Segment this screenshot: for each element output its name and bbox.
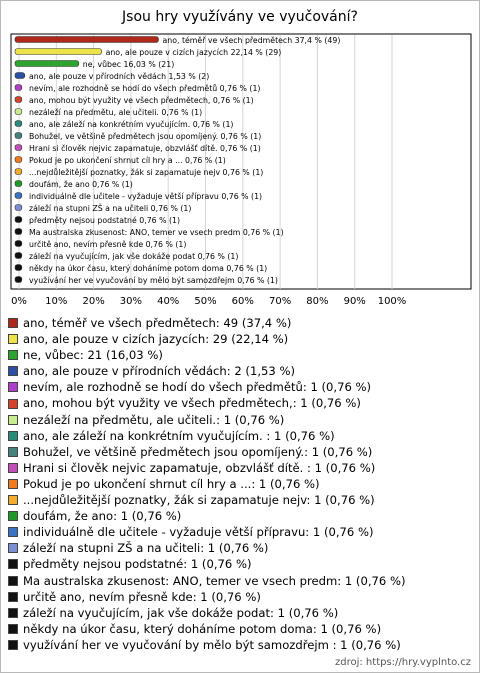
legend-item	[8, 476, 476, 492]
legend-label: ne, vůbec: 21 (16,03 %)	[23, 348, 163, 363]
legend-item	[8, 637, 476, 653]
x-tick-label: 40%	[157, 296, 180, 307]
legend-swatch	[8, 511, 18, 521]
chart-legend	[8, 315, 476, 653]
legend-swatch	[8, 543, 18, 553]
legend-label: využívání her ve vyučování by mělo být samozdřejm : 1 (0,76 %)	[23, 637, 401, 652]
bar	[15, 97, 22, 103]
legend-label: ano, téměř ve všech předmětech: 49 (37,4 %)	[23, 316, 292, 330]
legend-label: doufám, že ano: 1 (0,76 %)	[23, 509, 182, 524]
bar-label: určitě ano, nevím přesně kde 0,76 % (1)	[29, 240, 187, 249]
legend-label: ano, mohou být využity ve všech předmětech,: 1 (0,76 %)	[23, 396, 361, 411]
bar-label: Pokud je po ukončení shrnut cíl hry a ... 0,76 % (1)	[29, 156, 226, 165]
bar	[15, 277, 22, 283]
bar-label: předměty nejsou podstatné 0,76 % (1)	[29, 216, 181, 225]
legend-label: ano, ale pouze v přírodních vědách: 2 (1,53 %)	[23, 364, 295, 379]
bar	[15, 193, 22, 199]
bar-label: ano, ale pouze v přírodních vědách 1,53 % (2)	[29, 72, 210, 81]
bar	[15, 241, 22, 247]
x-tick-label: 80%	[306, 296, 329, 307]
bar-label: využívání her ve vyučování by mělo být samozdřejm 0,76 % (1)	[29, 276, 278, 285]
bar	[15, 73, 25, 79]
legend-swatch	[8, 318, 18, 328]
bar	[15, 229, 22, 235]
legend-item	[8, 573, 476, 589]
bar	[15, 133, 22, 139]
legend-item	[8, 621, 476, 637]
x-tick-label: 10%	[45, 296, 68, 307]
legend-label: Ma australska zkusenost: ANO, temer ve vsech predm: 1 (0,76 %)	[23, 573, 406, 588]
bar	[15, 181, 22, 187]
bar	[15, 49, 102, 55]
legend-swatch	[8, 640, 18, 650]
bar-label: záleží na vyučujícím, jak vše dokáže podat 0,76 % (1)	[29, 252, 239, 261]
legend-item	[8, 444, 476, 460]
legend-swatch	[8, 559, 18, 569]
bar	[15, 217, 22, 223]
bar-chart	[1, 1, 479, 313]
legend-swatch	[8, 447, 18, 457]
bar-label: ...nejdůležitější poznatky, žák si zapamatuje nejv 0,76 % (1)	[29, 168, 264, 177]
bar-label: Hrani si člověk nejvic zapamatuje, obzvlášť dítě. 0,76 % (1)	[29, 144, 261, 153]
x-tick-label: 90%	[343, 296, 366, 307]
bar-label: individuálně dle učitele - vyžaduje větší přípravu 0,76 % (1)	[29, 192, 263, 201]
legend-label: záleží na vyučujícím, jak vše dokáže podat: 1 (0,76 %)	[23, 605, 339, 620]
legend-swatch	[8, 592, 18, 602]
x-tick-label: 60%	[231, 296, 254, 307]
bar	[15, 37, 159, 43]
legend-item	[8, 524, 476, 540]
bar	[15, 265, 22, 271]
bar	[15, 157, 22, 163]
legend-item	[8, 460, 476, 476]
bar-label: nezáleží na předmětu, ale učiteli. 0,76 % (1)	[29, 108, 203, 117]
bar-label: ne, vůbec 16,03 % (21)	[82, 60, 175, 69]
x-tick-label: 70%	[268, 296, 292, 307]
legend-item	[8, 315, 476, 331]
legend-label: ano, ale záleží na konkrétním vyučujícím. : 1 (0,76 %)	[23, 428, 335, 443]
legend-swatch	[8, 431, 18, 441]
bar-label: nevím, ale rozhodně se hodí do všech předmětů 0,76 % (1)	[29, 84, 261, 93]
bar	[15, 85, 22, 91]
legend-label: předměty nejsou podstatné: 1 (0,76 %)	[23, 557, 252, 572]
legend-label: Bohužel, ve většině předmětech jsou opomíjený.: 1 (0,76 %)	[23, 444, 373, 459]
bar-label: ano, téměř ve všech předmětech 37,4 % (49)	[162, 36, 341, 45]
legend-item	[8, 347, 476, 363]
legend-label: Hrani si člověk nejvic zapamatuje, obzvlášť dítě. : 1 (0,76 %)	[23, 460, 376, 475]
legend-item	[8, 605, 476, 621]
bar	[15, 121, 22, 127]
legend-item	[8, 428, 476, 444]
bar-label: ano, ale pouze v cizích jazycích 22,14 % (29)	[105, 48, 282, 57]
legend-swatch	[8, 479, 18, 489]
bar	[15, 109, 22, 115]
legend-label: individuálně dle učitele - vyžaduje větší přípravu: 1 (0,76 %)	[23, 525, 374, 540]
legend-item	[8, 331, 476, 347]
legend-item	[8, 363, 476, 379]
legend-label: ...nejdůležitější poznatky, žák si zapamatuje nejv: 1 (0,76 %)	[23, 493, 375, 508]
legend-item	[8, 556, 476, 572]
legend-swatch	[8, 399, 18, 409]
legend-label: Pokud je po ukončení shrnut cíl hry a ...: 1 (0,76 %)	[23, 476, 320, 491]
x-tick-label: 50%	[194, 296, 217, 307]
legend-swatch	[8, 608, 18, 618]
legend-item	[8, 508, 476, 524]
x-tick-label: 0%	[11, 296, 27, 307]
legend-swatch	[8, 334, 18, 344]
legend-label: určitě ano, nevím přesně kde: 1 (0,76 %)	[23, 589, 261, 604]
legend-item	[8, 379, 476, 395]
legend-swatch	[8, 495, 18, 505]
legend-swatch	[8, 463, 18, 473]
bar-label: ano, ale záleží na konkrétním vyučujícím. 0,76 % (1)	[29, 120, 234, 129]
bar	[15, 253, 22, 259]
legend-label: záleží na stupni ZŠ a na učiteli: 1 (0,76 %)	[23, 541, 269, 556]
legend-item	[8, 395, 476, 411]
source-note: zdroj: https://hry.vyplnto.cz	[335, 657, 471, 668]
legend-item	[8, 589, 476, 605]
legend-item	[8, 492, 476, 508]
legend-swatch	[8, 366, 18, 376]
legend-label: ano, ale pouze v cizích jazycích: 29 (22,14 %)	[23, 332, 289, 347]
bar	[15, 145, 22, 151]
legend-item	[8, 412, 476, 428]
legend-swatch	[8, 382, 18, 392]
bar-label: někdy na úkor času, který doháníme potom doma 0,76 % (1)	[29, 264, 268, 273]
bar-label: Bohužel, ve většině předmětech jsou opomíjený. 0,76 % (1)	[29, 132, 262, 141]
x-tick-label: 20%	[82, 296, 105, 307]
legend-swatch	[8, 350, 18, 360]
bar-label: ano, mohou být využity ve všech předmětech, 0,76 % (1)	[29, 96, 254, 105]
legend-swatch	[8, 624, 18, 634]
chart-title: Jsou hry využívány ve vyučování?	[122, 9, 358, 25]
bar	[15, 205, 22, 211]
bar	[15, 169, 22, 175]
legend-item	[8, 540, 476, 556]
x-tick-label: 30%	[119, 296, 143, 307]
legend-label: někdy na úkor času, který doháníme potom doma: 1 (0,76 %)	[23, 621, 382, 636]
legend-label: nevím, ale rozhodně se hodí do všech předmětů: 1 (0,76 %)	[23, 380, 372, 395]
legend-swatch	[8, 415, 18, 425]
bar-label: Ma australska zkusenost: ANO, temer ve vsech predm 0,76 % (1)	[29, 228, 284, 237]
bar	[15, 61, 79, 67]
bar-label: záleží na stupni ZŠ a na učiteli 0,76 % (1)	[29, 204, 192, 213]
legend-swatch	[8, 527, 18, 537]
bar-label: doufám, že ano 0,76 % (1)	[29, 180, 133, 189]
legend-label: nezáleží na předmětu, ale učiteli.: 1 (0,76 %)	[23, 412, 285, 427]
x-tick-label: 100%	[377, 296, 407, 307]
legend-swatch	[8, 576, 18, 586]
